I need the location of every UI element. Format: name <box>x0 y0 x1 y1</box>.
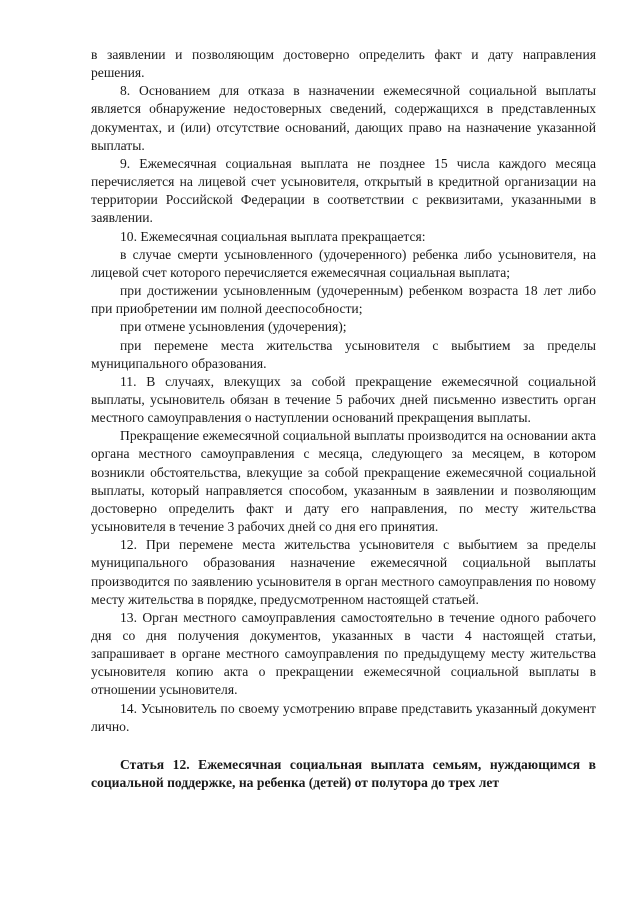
article-heading: Статья 12. Ежемесячная социальная выплата семьям, нуждающимся в социальной поддержке, на ребенка (детей) от полутора до трех лет <box>91 756 596 791</box>
paragraph-item-10: 10. Ежемесячная социальная выплата прекращается: <box>120 228 426 244</box>
paragraph-item-11: 11. В случаях, влекущих за собой прекращение ежемесячной социальной выплаты, усыновитель обязан в течение 5 рабочих дней письменно известить орган местного самоуправления о наступлении оснований прекращения выплаты. <box>91 373 596 426</box>
paragraph-continuation: в заявлении и позволяющим достоверно определить факт и дату направления решения. <box>91 47 596 81</box>
paragraph-termination: Прекращение ежемесячной социальной выплаты производится на основании акта органа местного самоуправления с месяца, следующего за месяцем, в котором возникли обстоятельства, влекущие за собой прекращение ежемесячной социальной выплаты, который направляется способом, указанным в заявлении и позволяющим достоверно определить факт и дату его направления, по месту жительства усыновителя в течение 3 рабочих дней со дня его принятия. <box>91 428 596 535</box>
paragraph-item-8: 8. Основанием для отказа в назначении ежемесячной социальной выплаты является обнаружение недостоверных сведений, содержащихся в представленных документах, и (или) отсутствие оснований, дающих право на назначение указанной выплаты. <box>91 83 596 153</box>
paragraph-subitem-cancel: при отмене усыновления (удочерения); <box>120 319 347 335</box>
paragraph-item-12: 12. При перемене места жительства усыновителя с выбытием за пределы муниципального образования назначение ежемесячной социальной выплаты производится по заявлению усыновителя в орган местного самоуправления по новому месту жительства в порядке, предусмотренном настоящей статьей. <box>91 537 596 607</box>
paragraph-item-14: 14. Усыновитель по своему усмотрению вправе представить указанный документ лично. <box>91 700 596 734</box>
paragraph-subitem-death: в случае смерти усыновленного (удочеренного) ребенка либо усыновителя, на лицевой счет которого перечисляется ежемесячная социальная выплата; <box>91 246 596 280</box>
paragraph-subitem-age: при достижении усыновленным (удочеренным) ребенком возраста 18 лет либо при приобретении им полной дееспособности; <box>91 283 596 317</box>
paragraph-subitem-relocation: при перемене места жительства усыновителя с выбытием за пределы муниципального образования. <box>91 337 596 371</box>
paragraph-item-9: 9. Ежемесячная социальная выплата не позднее 15 числа каждого месяца перечисляется на лицевой счет усыновителя, открытый в кредитной организации на территории Российской Федерации в соответствии с реквизитами, указанными в заявлении. <box>91 155 596 226</box>
paragraph-item-13: 13. Орган местного самоуправления самостоятельно в течение одного рабочего дня со дня получения документов, указанных в части 4 настоящей статьи, запрашивает в органе местного самоуправления по предыдущему месту жительства усыновителя копию акта о прекращении ежемесячной социальной выплаты в отношении усыновителя. <box>91 609 596 698</box>
